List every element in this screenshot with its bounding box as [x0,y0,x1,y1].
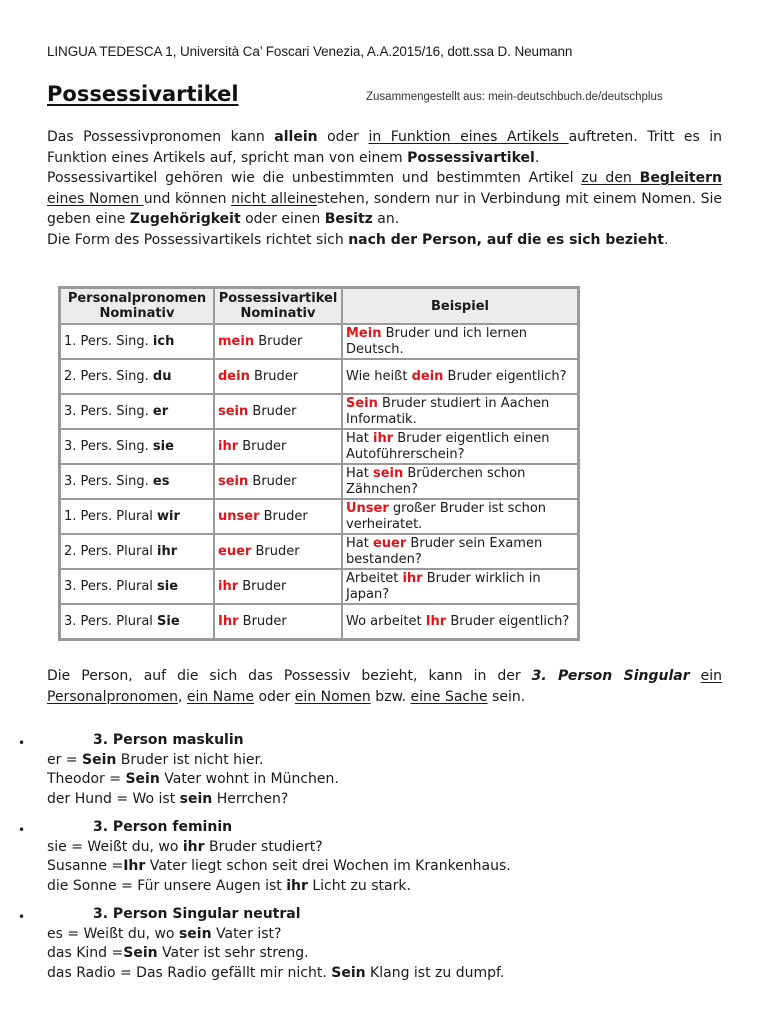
person-explanation: Die Person, auf die sich das Possessiv bezieht, kann in der 3. Person Singular ein Personalpronomen, ein Name oder ein Nomen bzw. eine Sache sein. [47,668,723,705]
section-title: 3. Person feminin [93,819,233,835]
pronoun: wir [157,508,180,524]
example-line: die Sonne = Für unsere Augen ist ihr Licht zu stark. [47,877,411,894]
personalpronomen-cell: 3. Pers. Sing. er [60,394,214,429]
column-header-personalpronomen: Personalpronomen Nominativ [60,288,214,324]
pronoun: du [152,368,172,384]
intro-paragraph-3: Die Form des Possessivartikels richtet sich nach der Person, auf die es sich bezieht. [47,231,669,248]
possessive-article: dein [218,368,250,384]
beispiel-cell: Hat sein Brüderchen schon Zähnchen? [342,464,578,499]
page-title: Possessivartikel [47,82,239,106]
possessive-table [58,286,580,641]
possessive-word: ihr [286,877,308,894]
source-note: Zusammengestellt aus: mein-deutschbuch.de/deutschplus [366,91,663,103]
possessive-article: sein [218,403,249,419]
possessive-article: Ihr [218,613,239,629]
beispiel-cell: Wo arbeitet Ihr Bruder eigentlich? [342,604,578,639]
possessive-article: sein [218,473,249,489]
possessivartikel-cell: Ihr Bruder [214,604,342,639]
possessive-highlight: sein [372,466,404,481]
section-title: 3. Person Singular neutral [93,906,301,922]
table-row [60,464,578,499]
intro-text [47,127,722,251]
possessive-article: unser [218,508,260,524]
beispiel-cell: Unser großer Bruder ist schon verheiratet. [342,499,578,534]
pronoun: sie [152,438,174,454]
example-line: es = Weißt du, wo sein Vater ist? [47,925,282,942]
pronoun: ihr [157,543,178,559]
possessive-article: euer [218,543,252,559]
section-examples [47,751,339,810]
beispiel-cell: Arbeitet ihr Bruder wirklich in Japan? [342,569,578,604]
possessive-highlight: euer [372,536,407,551]
possessivartikel-cell: dein Bruder [214,359,342,394]
possessive-highlight: dein [411,368,444,384]
pronoun: sie [157,578,179,594]
possessivartikel-cell: ihr Bruder [214,429,342,464]
table-row [60,394,578,429]
possessive-article: mein [218,333,255,349]
table-row [60,604,578,639]
course-header: LINGUA TEDESCA 1, Università Ca’ Foscari Venezia, A.A.2015/16, dott.ssa D. Neumann [47,44,573,59]
possessive-word: Sein [331,964,366,981]
bullet-icon: • [18,823,26,837]
personalpronomen-cell: 3. Pers. Plural sie [60,569,214,604]
possessive-word: sein [179,790,213,807]
pronoun: es [152,473,170,489]
example-line: das Kind =Sein Vater ist sehr streng. [47,945,309,962]
example-line: er = Sein Bruder ist nicht hier. [47,751,264,768]
section-examples [47,838,511,897]
personalpronomen-cell: 3. Pers. Plural Sie [60,604,214,639]
example-line: Theodor = Sein Vater wohnt in München. [47,771,339,788]
personalpronomen-cell: 3. Pers. Sing. sie [60,429,214,464]
possessive-highlight: Mein [346,326,382,341]
example-line: sie = Weißt du, wo ihr Bruder studiert? [47,838,323,855]
possessive-word: Ihr [123,858,146,875]
personalpronomen-cell: 2. Pers. Plural ihr [60,534,214,569]
pronoun: ich [152,333,175,349]
section-examples [47,925,504,984]
section-title: 3. Person maskulin [93,732,244,748]
beispiel-cell: Wie heißt dein Bruder eigentlich? [342,359,578,394]
possessive-highlight: Sein [346,396,378,411]
table-row [60,359,578,394]
table-row [60,569,578,604]
table-header-row [60,288,578,324]
personalpronomen-cell: 1. Pers. Sing. ich [60,324,214,359]
possessive-word: Sein [125,771,160,788]
pronoun: er [152,403,169,419]
table-row [60,324,578,359]
personalpronomen-cell: 2. Pers. Sing. du [60,359,214,394]
intro-paragraph-1: Das Possessivpronomen kann allein oder in Funktion eines Artikels auftreten. Tritt es in Funktion eines Artikels auf, spricht man von einem Possessivartikel. [47,129,723,166]
table-row [60,534,578,569]
pronoun: Sie [157,613,180,629]
beispiel-cell: Mein Bruder und ich lernen Deutsch. [342,324,578,359]
possessive-article: ihr [218,438,239,454]
possessivartikel-cell: sein Bruder [214,394,342,429]
table-row [60,429,578,464]
beispiel-cell: Hat ihr Bruder eigentlich einen Autoführerschein? [342,429,578,464]
beispiel-cell: Hat euer Bruder sein Examen bestanden? [342,534,578,569]
possessive-highlight: Unser [346,501,389,516]
possessive-highlight: ihr [402,571,423,586]
possessivartikel-cell: ihr Bruder [214,569,342,604]
possessive-word: Sein [123,945,158,962]
possessivartikel-cell: euer Bruder [214,534,342,569]
possessive-highlight: ihr [372,431,394,446]
example-line: Susanne =Ihr Vater liegt schon seit drei Wochen im Krankenhaus. [47,858,511,875]
column-header-possessivartikel: Possessivartikel Nominativ [214,288,342,324]
possessive-word: sein [178,925,212,942]
possessivartikel-cell: mein Bruder [214,324,342,359]
table-row [60,499,578,534]
possessivartikel-cell: unser Bruder [214,499,342,534]
possessivartikel-cell: sein Bruder [214,464,342,499]
bullet-icon: • [18,736,26,750]
intro-paragraph-2: Possessivartikel gehören wie die unbestimmten und bestimmten Artikel zu den Begleitern eines Nomen und können nicht alleinestehen, sondern nur in Verbindung mit einem Nomen. Sie geben eine Zugehörigkeit oder einen Besitz an. [47,170,722,228]
personalpronomen-cell: 1. Pers. Plural wir [60,499,214,534]
possessive-word: Sein [82,751,117,768]
example-line: das Radio = Das Radio gefällt mir nicht. Sein Klang ist zu dumpf. [47,964,505,981]
possessive-word: ihr [182,838,205,855]
possessive-article: ihr [218,578,239,594]
column-header-beispiel: Beispiel [342,288,578,324]
beispiel-cell: Sein Bruder studiert in Aachen Informatik. [342,394,578,429]
personalpronomen-cell: 3. Pers. Sing. es [60,464,214,499]
example-line: der Hund = Wo ist sein Herrchen? [47,790,289,807]
possessive-highlight: Ihr [425,613,447,629]
bullet-icon: • [18,910,26,924]
